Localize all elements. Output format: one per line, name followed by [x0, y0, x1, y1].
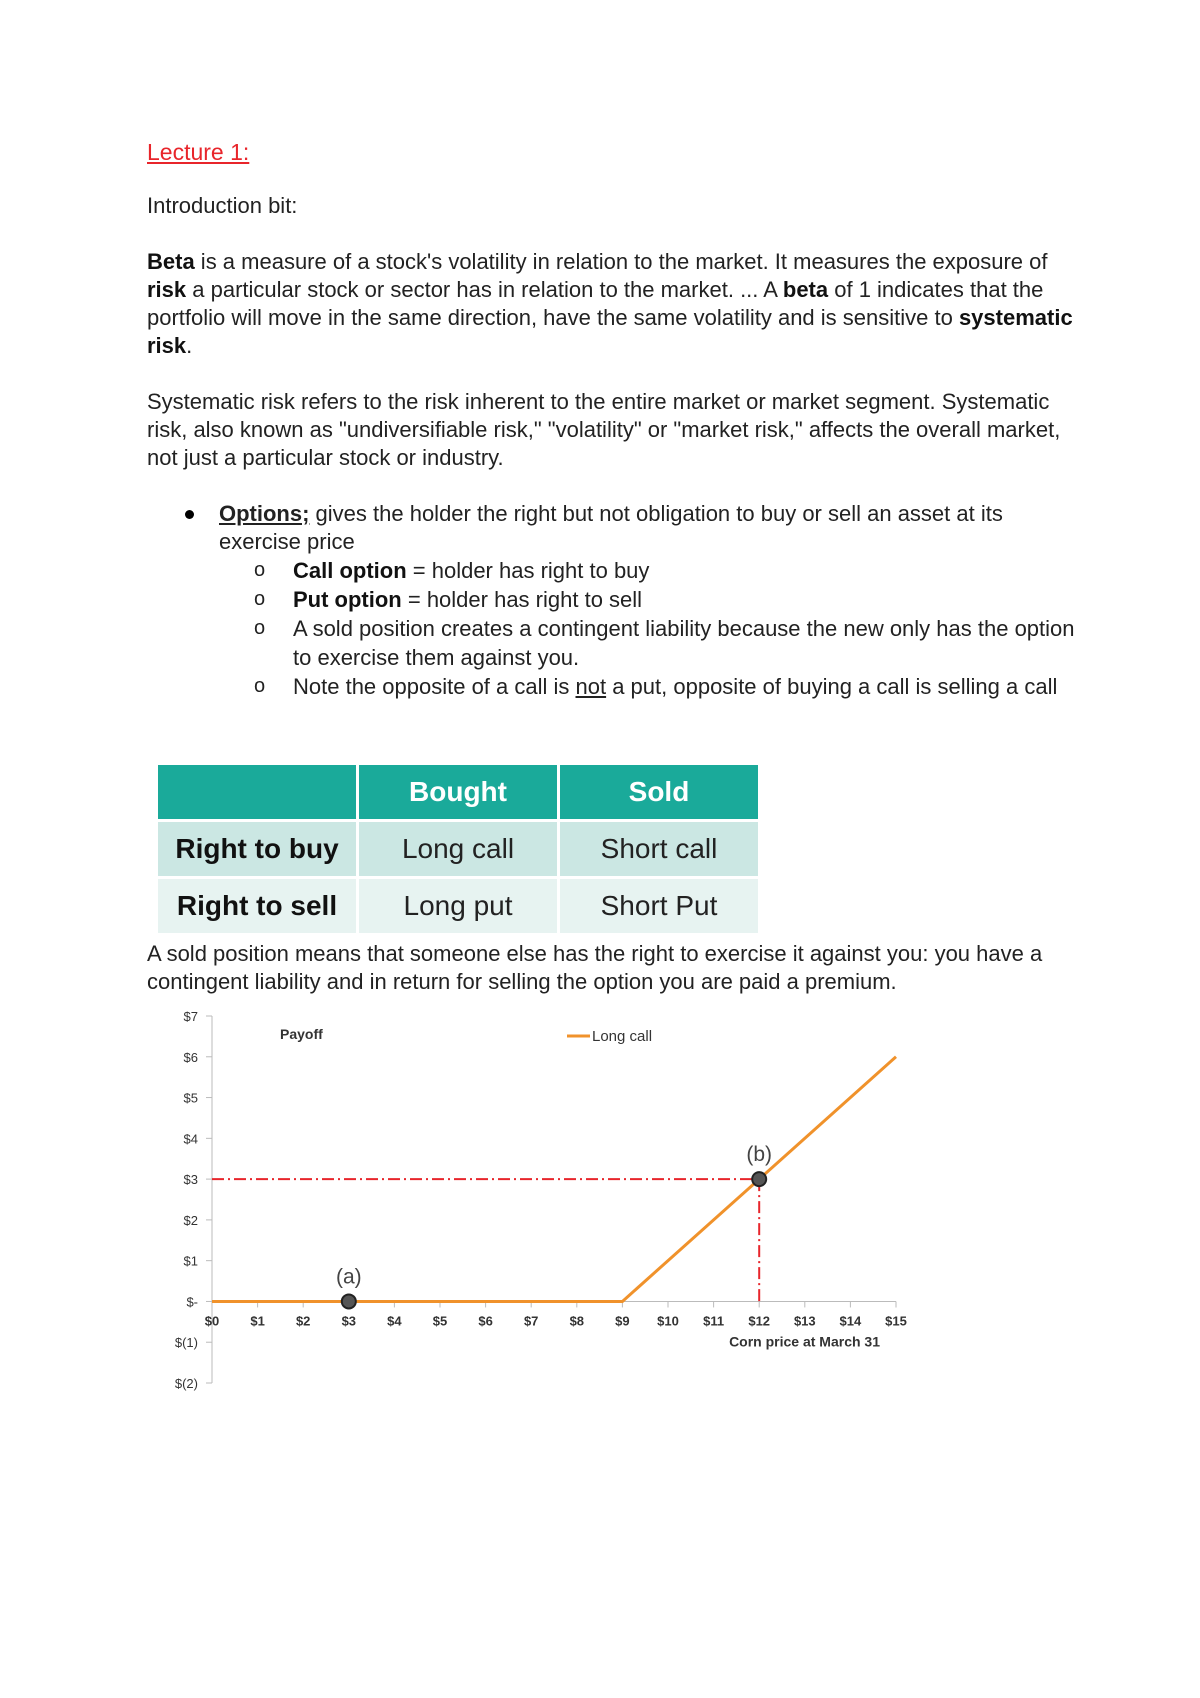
table-header-bought: Bought [358, 765, 559, 821]
table-cell: Short call [559, 821, 760, 878]
bullet-dot-icon [185, 510, 194, 519]
x-tick-label: $9 [615, 1313, 630, 1329]
table-row-label: Right to buy [158, 821, 358, 878]
x-tick-label: $2 [295, 1313, 311, 1329]
sold-position-text: A sold position creates a contingent liability because the new only has the option to exercise them against you. [293, 616, 1075, 670]
x-tick-label: $15 [885, 1313, 907, 1329]
risk-term: risk [147, 277, 187, 302]
y-axis-title: Payoff [280, 1026, 323, 1042]
x-tick-label: $3 [341, 1313, 357, 1329]
table-cell: Short Put [559, 878, 760, 935]
sub-bullet-icon: o [254, 675, 266, 697]
y-tick-label: $3 [183, 1172, 198, 1188]
beta-text-4: . [186, 333, 193, 358]
point-label: (a) [335, 1265, 362, 1289]
table-row-label: Right to sell [158, 878, 358, 935]
systematic-risk-paragraph: Systematic risk refers to the risk inherent to the entire market or market segment. Systematic risk, also known as "undiversifiable risk," "volatility" or "market risk," affects the overall market, not just a particular stock or industry. [147, 389, 1061, 470]
sub-bullet-icon: o [254, 588, 266, 610]
table-header-sold: Sold [559, 765, 760, 821]
y-tick-label: $(2) [174, 1376, 198, 1391]
table-row [158, 878, 760, 935]
y-tick-label: $6 [183, 1049, 198, 1065]
sub-bullet-icon: o [254, 559, 266, 581]
beta-text-2: a particular stock or sector has in relation to the market. ... A [186, 277, 783, 302]
sub-item-sold-position [147, 614, 1077, 672]
x-axis-title: Corn price at March 31 [729, 1333, 880, 1350]
options-bullet [147, 500, 1077, 701]
intro-label: Introduction bit: [147, 193, 298, 218]
x-tick-label: $7 [523, 1313, 539, 1329]
note-text-1: Note the opposite of a call is [293, 674, 576, 699]
sold-position-paragraph: A sold position means that someone else has the right to exercise it against you: you have a contingent liability and in return for selling the option you are paid a premium. [147, 941, 1043, 994]
options-sub-list [219, 556, 1077, 701]
x-tick-label: $5 [432, 1313, 448, 1329]
put-option-text: = holder has right to sell [401, 587, 643, 612]
legend-label: Long call [592, 1028, 653, 1045]
y-tick-label: $- [186, 1294, 198, 1310]
point-marker [752, 1172, 766, 1186]
table-row [158, 821, 760, 878]
beta-text-3: of 1 indicates that the portfolio will move in the same direction, have the same volatility and is sensitive to [147, 277, 1044, 330]
beta-term: Beta [147, 249, 195, 274]
point-marker [342, 1294, 356, 1308]
x-tick-label: $4 [387, 1313, 402, 1329]
options-table [158, 765, 761, 936]
beta-paragraph [147, 248, 1077, 360]
table-header-empty [158, 765, 358, 821]
point-label: (b) [746, 1143, 773, 1167]
options-list [147, 500, 1077, 701]
sub-item-put [147, 585, 1077, 614]
y-tick-label: $(1) [174, 1335, 198, 1351]
x-tick-label: $6 [478, 1313, 493, 1329]
y-tick-label: $2 [183, 1212, 198, 1228]
note-text-2: a put, opposite of buying a call is selling a call [606, 674, 1058, 699]
payoff-chart [150, 1000, 980, 1400]
table-cell: Long call [358, 821, 559, 878]
y-tick-label: $4 [183, 1131, 198, 1147]
x-tick-label: $10 [657, 1313, 679, 1329]
x-tick-label: $8 [569, 1313, 585, 1329]
options-definition: gives the holder the right but not obligation to buy or sell an asset at its exercise price [219, 501, 1003, 554]
x-tick-label: $14 [839, 1313, 862, 1329]
x-tick-label: $11 [703, 1313, 725, 1329]
lecture-heading: Lecture 1: [147, 139, 250, 165]
x-tick-label: $1 [250, 1313, 265, 1329]
x-tick-label: $0 [204, 1313, 220, 1329]
payoff-chart-svg [150, 1000, 980, 1400]
beta-text-1: is a measure of a stock's volatility in relation to the market. It measures the exposure of [194, 249, 1048, 274]
y-tick-label: $1 [183, 1253, 198, 1269]
x-tick-label: $12 [748, 1313, 771, 1329]
sub-item-call [147, 556, 1077, 585]
sub-item-opposite-note [147, 672, 1077, 701]
x-tick-label: $13 [793, 1313, 816, 1329]
y-tick-label: $7 [183, 1009, 198, 1024]
sub-bullet-icon: o [254, 617, 266, 639]
call-option-text: = holder has right to buy [406, 558, 650, 583]
call-option-term: Call option [293, 558, 407, 583]
table-cell: Long put [358, 878, 559, 935]
systematic-risk-term: systematic risk [147, 305, 1073, 358]
y-tick-label: $5 [183, 1090, 198, 1106]
document-body [147, 138, 1077, 701]
note-underlined: not [575, 674, 607, 699]
table-header-row [158, 765, 760, 821]
options-term: Options; [219, 501, 310, 526]
put-option-term: Put option [293, 587, 402, 612]
beta-term-2: beta [782, 277, 829, 302]
